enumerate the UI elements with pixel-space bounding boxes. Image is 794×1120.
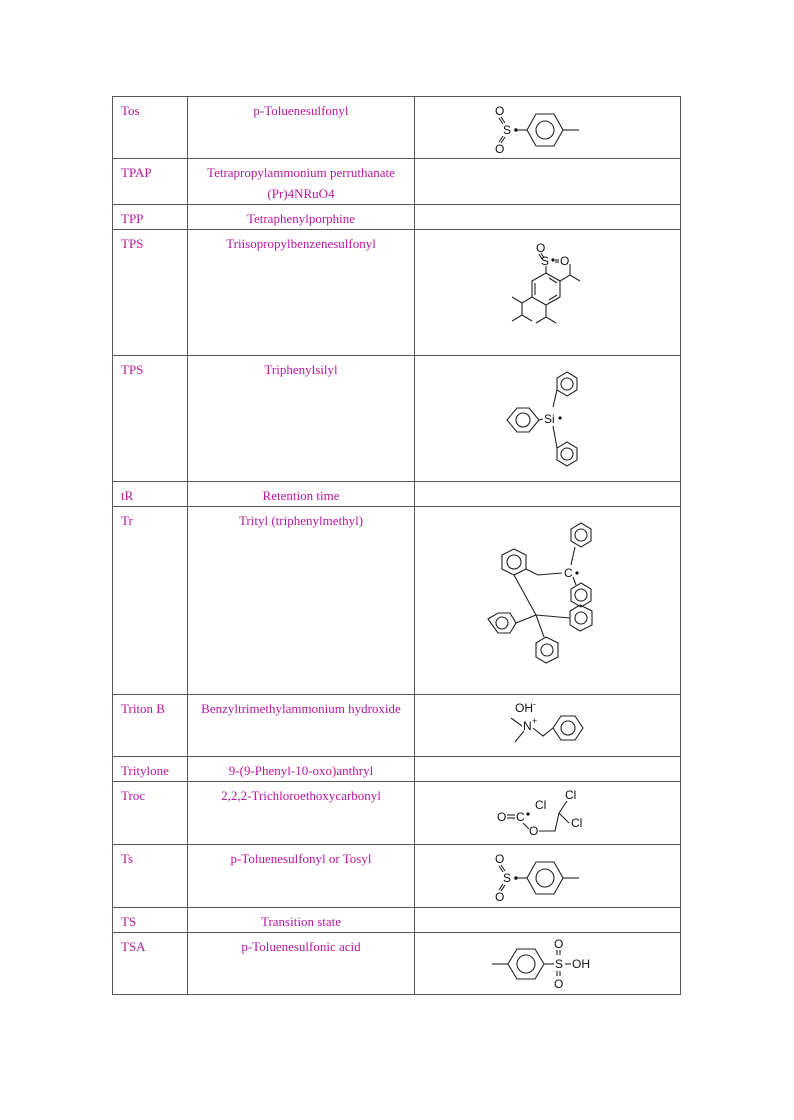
name-line: (Pr)4NRuO4 xyxy=(267,186,335,201)
table-row xyxy=(113,230,681,356)
svg-text:+: + xyxy=(531,715,537,726)
structure-cell xyxy=(415,507,681,695)
table-row xyxy=(113,845,681,908)
svg-text:Cl: Cl xyxy=(570,816,582,830)
table-row xyxy=(113,933,681,995)
svg-text:Cl: Cl xyxy=(564,788,576,802)
structure-cell xyxy=(415,908,681,933)
name-cell xyxy=(188,159,415,205)
name-cell: Trityl (triphenylmethyl) xyxy=(188,507,415,695)
name-cell: Triphenylsilyl xyxy=(188,356,415,482)
abbreviation-cell: TPS xyxy=(113,356,188,482)
abbreviation-cell: Troc xyxy=(113,782,188,845)
svg-text:S: S xyxy=(502,871,511,885)
svg-text:O: O xyxy=(528,824,538,838)
benzyltrimethylammonium-hydroxide-structure xyxy=(493,698,603,754)
svg-text:OH: OH xyxy=(571,956,590,971)
abbreviations-table xyxy=(112,96,681,995)
table-row xyxy=(113,908,681,933)
abbreviation-cell: Triton B xyxy=(113,695,188,757)
svg-text:O: O xyxy=(494,141,504,155)
abbreviation-cell: TPS xyxy=(113,230,188,356)
abbreviation-cell: Ts xyxy=(113,845,188,908)
svg-text:-: - xyxy=(532,698,536,709)
table-row xyxy=(113,757,681,782)
tosyl-structure xyxy=(493,101,603,155)
troc-structure xyxy=(493,785,603,841)
table-row xyxy=(113,695,681,757)
name-cell: Transition state xyxy=(188,908,415,933)
abbreviation-cell: Tr xyxy=(113,507,188,695)
name-cell: p-Toluenesulfonic acid xyxy=(188,933,415,995)
abbreviation-cell: tR xyxy=(113,482,188,507)
abbreviation-cell: TPAP xyxy=(113,159,188,205)
structure-cell xyxy=(415,782,681,845)
svg-text:O: O xyxy=(494,103,504,118)
svg-text:O: O xyxy=(559,253,569,268)
structure-cell xyxy=(415,482,681,507)
svg-text:S: S xyxy=(540,253,549,268)
svg-text:Cl: Cl xyxy=(534,798,546,812)
name-cell: Triisopropylbenzenesulfonyl xyxy=(188,230,415,356)
table-row xyxy=(113,159,681,205)
table-row xyxy=(113,482,681,507)
svg-text:O: O xyxy=(553,936,563,951)
svg-text:O: O xyxy=(535,240,545,255)
name-cell: p-Toluenesulfonyl or Tosyl xyxy=(188,845,415,908)
name-cell: 9-(9-Phenyl-10-oxo)anthryl xyxy=(188,757,415,782)
svg-text:C: C xyxy=(563,565,573,580)
svg-text:O: O xyxy=(553,976,563,991)
table-row xyxy=(113,782,681,845)
svg-text:O: O xyxy=(494,890,504,903)
table-row xyxy=(113,356,681,482)
table-row xyxy=(113,507,681,695)
structure-cell xyxy=(415,159,681,205)
structure-cell xyxy=(415,356,681,482)
structure-cell xyxy=(415,845,681,908)
abbreviation-cell: TSA xyxy=(113,933,188,995)
table-row xyxy=(113,205,681,230)
svg-text:S: S xyxy=(502,122,511,137)
name-cell: Retention time xyxy=(188,482,415,507)
toluenesulfonic-acid-structure xyxy=(488,936,608,992)
name-cell: Benzyltrimethylammonium hydroxide xyxy=(188,695,415,757)
name-cell: 2,2,2-Trichloroethoxycarbonyl xyxy=(188,782,415,845)
abbreviation-cell: Tos xyxy=(113,97,188,159)
structure-cell xyxy=(415,695,681,757)
svg-text:N: N xyxy=(522,718,532,733)
svg-text:O: O xyxy=(496,810,506,824)
svg-text:C: C xyxy=(515,810,525,824)
structure-cell xyxy=(415,205,681,230)
abbreviation-cell: Tritylone xyxy=(113,757,188,782)
svg-text:OH: OH xyxy=(514,700,533,715)
svg-text:S: S xyxy=(554,956,563,971)
structure-cell xyxy=(415,933,681,995)
table-row xyxy=(113,97,681,159)
triisopropylbenzenesulfonyl-structure xyxy=(493,237,603,349)
structure-cell xyxy=(415,757,681,782)
structure-cell xyxy=(415,230,681,356)
abbreviation-cell: TS xyxy=(113,908,188,933)
tosyl-structure xyxy=(493,849,603,903)
structure-cell xyxy=(415,97,681,159)
abbreviation-cell: TPP xyxy=(113,205,188,230)
svg-text:Si: Si xyxy=(543,411,555,426)
name-cell: Tetraphenylporphine xyxy=(188,205,415,230)
triphenylsilyl-structure xyxy=(493,362,603,476)
trityl-structure xyxy=(478,515,618,687)
name-line: Tetrapropylammonium perruthanate xyxy=(207,165,395,180)
svg-text:O: O xyxy=(494,852,504,866)
name-cell: p-Toluenesulfonyl xyxy=(188,97,415,159)
